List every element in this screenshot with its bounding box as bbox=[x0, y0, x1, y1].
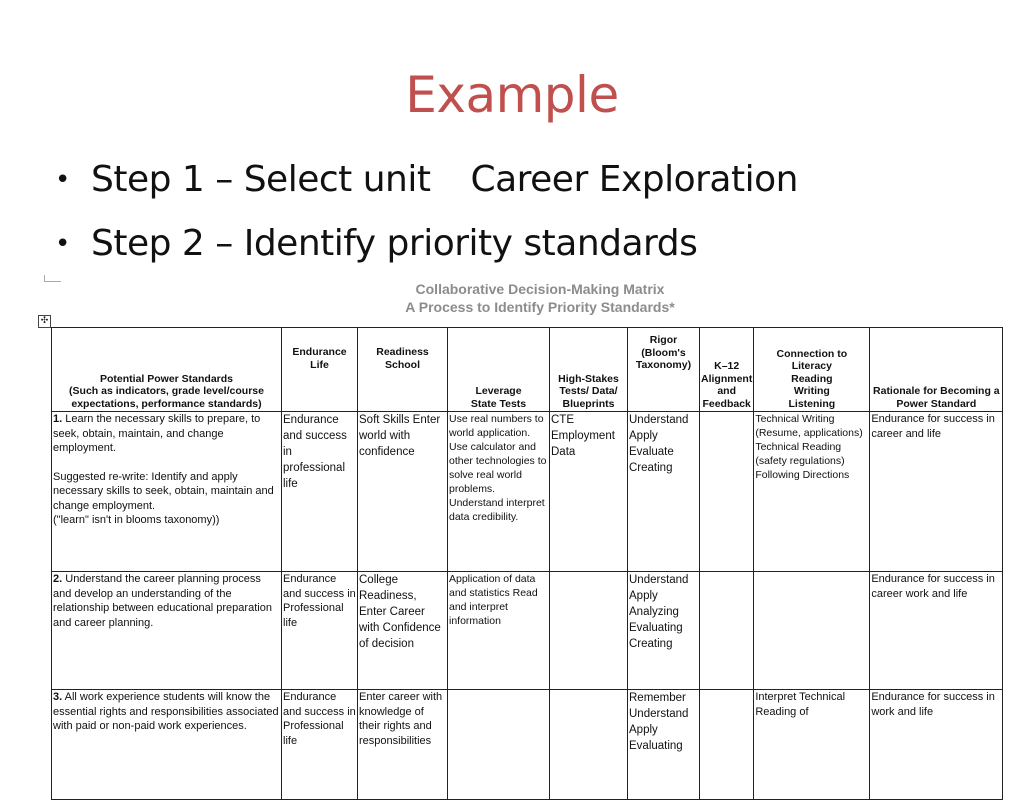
bullet-step-1 bbox=[55, 150, 798, 214]
k12-cell bbox=[700, 572, 754, 690]
header-k12: K–12 Alignment and Feedback bbox=[700, 328, 754, 412]
header-leverage: Leverage State Tests bbox=[448, 328, 550, 412]
header-readiness: Readiness School bbox=[358, 328, 448, 412]
slide-title: Example bbox=[405, 66, 619, 124]
rigor-cell: Understand Apply Analyzing Evaluating Creating bbox=[628, 572, 700, 690]
rationale-cell: Endurance for success in career work and life bbox=[870, 572, 1003, 690]
table-row bbox=[52, 412, 1003, 572]
header-high-stakes: High-Stakes Tests/ Data/ Blueprints bbox=[550, 328, 628, 412]
bullet-dot-icon: • bbox=[55, 165, 70, 195]
k12-cell bbox=[700, 412, 754, 572]
rigor-cell: Remember Understand Apply Evaluating bbox=[628, 690, 700, 800]
literacy-cell: Technical Writing (Resume, applications) Technical Reading (safety regulations) Following Directions bbox=[754, 412, 870, 572]
endurance-cell: Endurance and success in Professional life bbox=[282, 690, 358, 800]
table-row bbox=[52, 690, 1003, 800]
standard-cell: 3. All work experience students will know the essential rights and responsibilities associated with paid or non-paid work experiences. bbox=[52, 690, 282, 800]
bullet-list bbox=[55, 150, 798, 278]
bullet-label: Step 2 – Identify priority standards bbox=[91, 223, 698, 264]
bullet-step-2 bbox=[55, 214, 798, 278]
leverage-cell: Application of data and statistics Read and interpret information bbox=[448, 572, 550, 690]
readiness-cell: Soft Skills Enter world with confidence bbox=[358, 412, 448, 572]
readiness-cell: College Readiness, Enter Career with Confidence of decision bbox=[358, 572, 448, 690]
standard-cell: 1. Learn the necessary skills to prepare, to seek, obtain, maintain, and change employment. Suggested re-write: Identify and apply necessary skills to seek, obtain, maintain and change employment. ("learn" isn't in blooms taxonomy)) bbox=[52, 412, 282, 572]
text-boundary-mark bbox=[44, 275, 61, 282]
rigor-cell: Understand Apply Evaluate Creating bbox=[628, 412, 700, 572]
matrix-title-line-2: A Process to Identify Priority Standards* bbox=[405, 299, 675, 315]
rationale-cell: Endurance for success in work and life bbox=[870, 690, 1003, 800]
bullet-label: Step 1 – Select unit bbox=[91, 159, 431, 200]
matrix-title bbox=[280, 280, 800, 316]
high-stakes-cell bbox=[550, 572, 628, 690]
header-rationale: Rationale for Becoming a Power Standard bbox=[870, 328, 1003, 412]
readiness-cell: Enter career with knowledge of their rights and responsibilities bbox=[358, 690, 448, 800]
selected-unit: Career Exploration bbox=[470, 159, 798, 200]
matrix-title-line-1: Collaborative Decision-Making Matrix bbox=[415, 281, 665, 297]
table-move-handle-icon[interactable]: ✣ bbox=[38, 315, 51, 328]
standard-cell: 2. Understand the career planning process and develop an understanding of the relationship between educational preparation and career planning. bbox=[52, 572, 282, 690]
leverage-cell bbox=[448, 690, 550, 800]
k12-cell bbox=[700, 690, 754, 800]
endurance-cell: Endurance and success in professional life bbox=[282, 412, 358, 572]
header-endurance: Endurance Life bbox=[282, 328, 358, 412]
leverage-cell: Use real numbers to world application. Use calculator and other technologies to solve real world problems. Understand interpret data credibility. bbox=[448, 412, 550, 572]
header-literacy: Connection to Literacy Reading Writing Listening bbox=[754, 328, 870, 412]
bullet-dot-icon: • bbox=[55, 229, 70, 259]
high-stakes-cell: CTE Employment Data bbox=[550, 412, 628, 572]
high-stakes-cell bbox=[550, 690, 628, 800]
table-row bbox=[52, 572, 1003, 690]
table-header-row bbox=[52, 328, 1003, 412]
header-rigor: Rigor (Bloom's Taxonomy) bbox=[628, 328, 700, 412]
endurance-cell: Endurance and success in Professional life bbox=[282, 572, 358, 690]
decision-matrix-table bbox=[51, 327, 1003, 800]
header-power-standards: Potential Power Standards (Such as indicators, grade level/course expectations, performance standards) bbox=[52, 328, 282, 412]
literacy-cell: Interpret Technical Reading of bbox=[754, 690, 870, 800]
literacy-cell bbox=[754, 572, 870, 690]
rationale-cell: Endurance for success in career and life bbox=[870, 412, 1003, 572]
